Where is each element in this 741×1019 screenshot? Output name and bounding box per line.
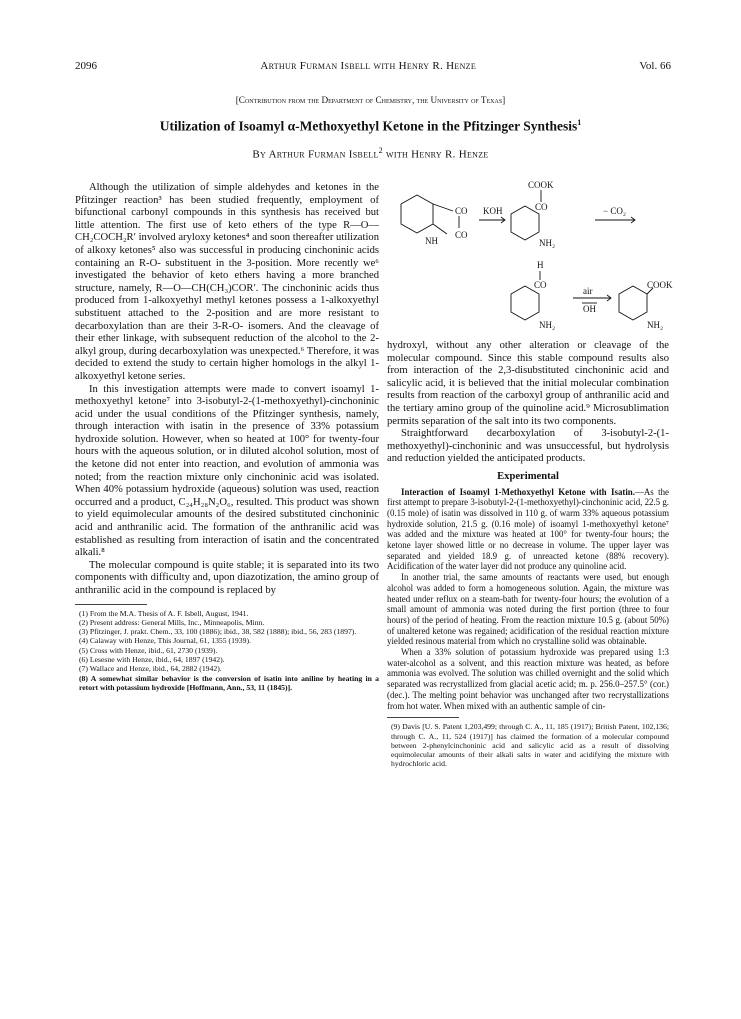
- left-column: [75, 182, 379, 692]
- experimental-lead: Interaction of Isoamyl 1-Methoxyethyl Ketone with Isatin.: [401, 486, 635, 497]
- title-text: Utilization of Isoamyl α-Methoxyethyl Ketone in the Pfitzinger Synthesis: [159, 118, 578, 134]
- contribution-line: [Contribution from the Department of Chemistry, the University of Texas]: [235, 95, 506, 105]
- h-label: H: [537, 260, 544, 270]
- cook-right-label: COOK: [647, 280, 673, 290]
- right-column: [387, 340, 669, 769]
- experimental-paragraph-1: [387, 487, 669, 573]
- footnote-rule: [75, 604, 147, 605]
- cook-top-label: COOK: [528, 180, 554, 190]
- article-title: [0, 118, 741, 135]
- product-ring: [619, 286, 647, 320]
- experimental-heading: Experimental: [497, 470, 559, 482]
- experimental-paragraph-2: In another trial, the same amounts of reactants were used, but enough alcohol was added to form a homogeneous solution. Again, the mixture was heated under reflux on a steam-bath for twenty-four hours; the evolution of a small amount of ammonia was noted during the first portion (three to four hours) of the period of heating. From the reaction mixture 10.5 g. (about 50%) of unaltered ketone was regained; acidification of the residual reaction mixture yielded resinous material from which no crystalline solid was obtainable.: [387, 572, 669, 647]
- isatin-nh: NH: [425, 236, 438, 246]
- title-footnote-mark: 1: [577, 118, 582, 127]
- right-paragraph-1: hydroxyl, without any other alteration or cleavage of the molecular compound. Since this stable compound results also from interaction of the 2,3-disubstituted cinchoninic acid and salicylic acid, it is believed that the initial molecular combination results from reaction of the carboxyl group of anthranilic acid and the tertiary amino group of the quinoline acid.⁹ Microsublimation permits separation of the salt into its two components.: [387, 340, 669, 427]
- koh-reagent: KOH: [483, 206, 503, 216]
- footnote-5: (5) Cross with Henze, ibid., 61, 2730 (1939).: [79, 645, 218, 655]
- aldehyde-nh2: NH₂: [539, 320, 556, 330]
- running-authors: Arthur Furman Isbell with Henry R. Henze: [260, 60, 477, 72]
- oh-label: OH: [583, 304, 596, 314]
- footnote-9: (9) Davis [U. S. Patent 1,203,499; through C. A., 11, 185 (1917); British Patent, 102,136; through C. A., 11, 524 (1917)] has claimed the formation of a molecular compound between 2-phenylcinchoninic acid and salicylic acid as a result of dissolving equimolecular amounts of their alkali salts in water and acidifying the mixture with hydrochloric acid.: [391, 722, 669, 769]
- footnote-2: (2) Present address: General Mills, Inc., Minneapolis, Minn.: [79, 617, 265, 627]
- left-paragraph-2: In this investigation attempts were made to convert isoamyl 1-methoxyethyl ketone⁷ into 3-isobutyl-2-(1-methoxyethyl)-cinchoninic acid under the usual conditions of the Pfitzinger synthesis, namely, through interaction with isatin in the presence of 33% potassium hydroxide solution. However, when so heated at 100° for twenty-four hours with the aqueous solution, or in diluted alcohol solution, most of the ketone did not enter into reaction, and evolution of ammonia was noted; from the reaction mixture only cinchoninic acid was isolated. When 40% potassium hydroxide (aqueous) solution was used, reaction occurred and a product, C₂₄H₂₈N₂O₆, resulted. This product was shown to yield equimolecular amounts of the desired substituted cinchoninic acid and anthranilic acid. The formation of the anthranilic acid was established as resulting from interaction of isatin and the concentrated alkali.⁸: [75, 383, 379, 559]
- left-paragraph-3: The molecular compound is quite stable; it is separated into its two components with difficulty and, upon diazotization, the amino group of anthranilic acid in the compound is replaced by: [75, 559, 379, 596]
- air-label: air: [583, 286, 593, 296]
- intermediate-nh2: NH₂: [539, 238, 556, 248]
- experimental-body-1: —As the first attempt to prepare 3-isobutyl-2-(1-methoxyethyl)-cinchoninic acid, 22.5 g. (0.15 mole) of isatin was dissolved in 110 g. of warm 33% aqueous potassium hydroxide solution, 21.5 g. (0.16 mole) of isoamyl 1-methoxyethyl ketone⁷ was added and the mixture was heated at 100° for twenty-four hours; the ketone layer showed little or no decrease in volume. The upper layer was separated and yielded 18.9 g. of unreacted ketone (88% recovery). Acidification of the water layer did not produce any quinoline acid.: [387, 486, 669, 572]
- footnote-1: (1) From the M.A. Thesis of A. F. Isbell, August, 1941.: [79, 608, 249, 618]
- product-nh2: NH₂: [647, 320, 664, 330]
- footnote-3: (3) Pfitzinger, J. prakt. Chem., 33, 100 (1886); ibid., 38, 582 (1888); ibid., 56, 283 (1897).: [79, 627, 357, 637]
- page-number: 2096: [75, 60, 97, 72]
- minus-co2-label: − CO₂: [603, 206, 626, 216]
- isatin-ring-bond: [433, 204, 453, 234]
- aldehyde-ring: [511, 286, 539, 320]
- byline-prefix: By: [252, 148, 269, 161]
- byline-author1-mark: 2: [378, 146, 383, 155]
- footnote-7: (7) Wallace and Henze, ibid., 64, 2882 (1942).: [79, 664, 222, 674]
- intermediate-ring: [511, 206, 539, 240]
- left-paragraph-1: Although the utilization of simple aldehydes and ketones in the Pfitzinger reaction³ has been studied frequently, employment of bifunctional carbonyl compounds in this synthesis has received but little attention. The first use of keto ethers of the type R—O—CH₂COCH₂R′ involved aryloxy ketones⁴ and soon thereafter utilization of alkoxy ketones⁵ also was successful in producing cinchoninic acids containing an R-O- substituent in the 3-position. More recently we⁶ investigated the behavior of keto ethers having a more branched structure, namely, R—O—CH(CH₃)COR′. The cinchoninic acids thus produced from 1-alkoxyethyl methyl ketones possess a 1-alkoxyethyl substituent attached to the 2-position and are more resistant to decarboxylation than are their 3-R-O- isomers. And the cleavage of their ether linkage, with subsequent reduction of the alcohol to the 2-alkyl group, during decarboxylation was unexpected.⁶ Therefore, it was decided to extend the study to certain higher homologs in the alkyl 1-alkoxyethyl ketone series.: [75, 182, 379, 382]
- isatin-benzene-ring: [401, 195, 433, 233]
- aldehyde-co: CO: [534, 280, 547, 290]
- byline-connector: with Henry R. Henze: [382, 148, 489, 161]
- isatin-co-top: CO: [455, 206, 468, 216]
- footnote-4: (4) Calaway with Henze, This Journal, 61, 1355 (1939).: [79, 636, 251, 646]
- right-footnote-rule: [387, 717, 459, 718]
- footnote-6: (6) Lesesne with Henze, ibid., 64, 1897 (1942).: [79, 655, 225, 665]
- right-paragraph-2: Straightforward decarboxylation of 3-isobutyl-2-(1-methoxyethyl)-cinchoninic and was unsuccessful, but hydrolysis and reduction yielded the anticipated products.: [387, 428, 669, 465]
- byline-author1: Arthur Furman Isbell: [268, 148, 379, 161]
- reaction-scheme: [383, 176, 675, 338]
- isatin-co-bottom: CO: [455, 230, 468, 240]
- running-header: [75, 60, 671, 76]
- footnote-8: (8) A somewhat similar behavior is the conversion of isatin into aniline by heating in a retort with potassium hydroxide [Hoffmann, Ann., 53, 11 (1845)].: [79, 673, 379, 692]
- experimental-paragraph-3: When a 33% solution of potassium hydroxide was prepared using 1:3 water-alcohol as a solvent, and this reaction mixture was heated, as before ammonia was evolved. The solution was chilled overnight and the solid which separated was recrystallized from glacial acetic acid; m. p. 256.0–257.5° (cor.) (dec.). The melting point behavior was unchanged after two recrystallizations from hot water. When mixed with an authentic sample of cin-: [387, 647, 669, 711]
- byline: [0, 146, 741, 161]
- intermediate-co: CO: [535, 202, 548, 212]
- volume-label: Vol. 66: [639, 60, 671, 72]
